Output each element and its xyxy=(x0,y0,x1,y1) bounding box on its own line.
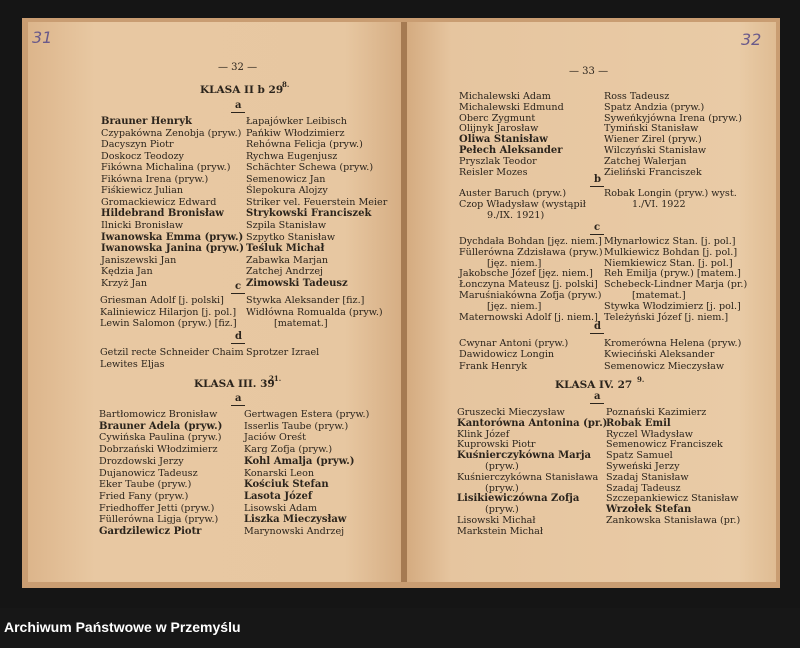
class2b-col1-entry: Kędzia Jan xyxy=(101,266,153,278)
top-col1-entry: Pryszlak Teodor xyxy=(459,155,537,167)
class4-col2-entry: Robak Emil xyxy=(606,417,671,429)
class4-col2-entry: Semenowicz Franciszek xyxy=(606,439,723,451)
class3-col1-entry: Dujanowicz Tadeusz xyxy=(99,467,198,479)
right-page xyxy=(407,22,776,582)
class3-col1-entry: Brauner Adela (pryw.) xyxy=(99,420,223,432)
pencil-page-number: 32 xyxy=(741,30,762,49)
class2b-col1-entry: Krzyż Jan xyxy=(101,277,148,289)
section-label-d-underline xyxy=(590,333,604,334)
class2b-col2-entry: Striker vel. Feuerstein Meier xyxy=(246,196,388,208)
class-count-sup: 8. xyxy=(282,80,290,89)
page-number: — 33 — xyxy=(569,66,609,77)
c-col1-entry: Łonczyna Mateusz [j. polski] xyxy=(459,279,598,291)
c-col2-entry: Młynarłowicz Stan. [j. pol.] xyxy=(604,236,736,247)
top-col2-entry: Wilczyński Stanisław xyxy=(604,145,707,156)
class3-col2-entry: Kohl Amalja (pryw.) xyxy=(244,455,355,467)
class4-col2-entry: Szadaj Stanisław xyxy=(606,471,689,483)
c-col1-entry: Dychdała Bohdan [jęz. niem.] xyxy=(459,236,602,247)
class2b-col2-entry: Szpila Stanisław xyxy=(246,219,327,231)
class4-col2-entry: Zankowska Stanisława (pr.) xyxy=(606,515,741,526)
class4-col1-entry: Kuprowski Piotr xyxy=(457,439,536,451)
c-col1-entry: Maruśniakówna Zofja (pryw.) xyxy=(459,290,602,301)
top-col1-entry: Reisler Mozes xyxy=(459,166,528,178)
class4-col1-entry: Gruszecki Mieczysław xyxy=(457,407,565,418)
class4-col2-entry: Poznański Kazimierz xyxy=(606,407,707,418)
class3-col2-entry: Gertwagen Estera (pryw.) xyxy=(244,409,370,420)
class2b-col2-entry: Zatchej Andrzej xyxy=(246,266,324,278)
c-col1-entry: Jakobsche Józef [jęz. niem.] xyxy=(459,268,593,280)
c-col1-entry: [jęz. niem.] xyxy=(487,257,542,269)
d-col1-entry: Dawidowicz Longin xyxy=(459,349,555,361)
class4-col2-entry: Spatz Samuel xyxy=(606,450,673,462)
top-col2-entry: Zieliński Franciszek xyxy=(604,166,702,178)
c-col2-entry: Mulkiewicz Bohdan [j. pol.] xyxy=(604,246,738,258)
class2b-c-col2-entry: Stywka Aleksander [fiz.] xyxy=(246,295,365,306)
b-col1-entry: Auster Baruch (pryw.) xyxy=(459,188,567,199)
footer-bar xyxy=(0,608,800,648)
page-number: — 32 — xyxy=(218,62,258,73)
class3-col2-entry: Jaciów Oreśt xyxy=(244,432,306,444)
class2b-col1-entry: Dacyszyn Piotr xyxy=(101,139,174,151)
class2b-c-col2-entry: Widłówna Romualda (pryw.) xyxy=(246,306,383,318)
class2b-col2-entry: Semenowicz Jan xyxy=(246,173,326,185)
class3-col1-entry: Friedhoffer Jetti (pryw.) xyxy=(99,502,215,514)
class2b-col1-entry: Janiszewski Jan xyxy=(101,254,177,266)
class3-col1-entry: Dobrzański Włodzimierz xyxy=(99,444,218,456)
class4-col2-entry: Wrzołek Stefan xyxy=(606,504,692,516)
class2b-col1-entry: Doskocz Teodozy xyxy=(101,150,184,162)
c-col1-entry: [jęz. niem.] xyxy=(487,300,542,312)
pencil-page-number: 31 xyxy=(32,28,53,47)
class2b-col1-entry: Fikówna Irena (pryw.) xyxy=(101,173,209,185)
section-label-c: c xyxy=(594,222,601,233)
top-col1-entry: Michalewski Adam xyxy=(459,91,551,102)
class4-col1-entry: (pryw.) xyxy=(485,482,519,494)
class3-col2-entry: Lasota Józef xyxy=(244,490,313,502)
b-col1-entry: 9./IX. 1921) xyxy=(487,210,545,222)
class4-col2-entry: Ryczel Władysław xyxy=(606,428,693,440)
c-col1-entry: Füllerówna Zdzisława (pryw.) xyxy=(459,246,603,258)
class2b-col1-entry: Iwanowska Emma (pryw.) xyxy=(101,231,244,243)
top-col2-entry: Ross Tadeusz xyxy=(604,91,670,102)
class-heading: KLASA II b 29 xyxy=(200,84,284,96)
section-label-a: a xyxy=(235,100,242,111)
section-label-class4-a: a xyxy=(594,391,601,402)
class4-col2-entry: Szczepankiewicz Stanisław xyxy=(606,493,739,505)
c-col2-entry: Reh Emilja (pryw.) [matem.] xyxy=(604,268,741,280)
b-col2-entry: Robak Longin (pryw.) wyst. xyxy=(604,188,737,199)
class4-col1-entry: Klink Józef xyxy=(457,428,510,440)
class2b-col2-entry: Schächter Schewa (pryw.) xyxy=(246,162,374,174)
class2b-c-col1-entry: Lewin Salomon (pryw.) [fiz.] xyxy=(100,318,237,329)
top-col1-entry: Pełech Aleksander xyxy=(459,145,563,156)
class2b-c-col1-entry: Kaliniewicz Hilarjon [j. pol.] xyxy=(100,306,237,318)
d-col1-entry: Cwynar Antoni (pryw.) xyxy=(459,338,569,349)
class3-col1-entry: Eker Taube (pryw.) xyxy=(99,479,192,491)
class3-col2-entry: Marynowski Andrzej xyxy=(244,526,345,537)
class4-col1-entry: Lisikiewiczówna Zofja xyxy=(457,493,580,505)
class4-count-sup: 9. xyxy=(637,375,645,384)
class4-col1-entry: Kuśnierczykówna Stanisława xyxy=(457,471,599,483)
left-page xyxy=(28,22,401,582)
c-col2-entry: Teleżyński Józef [j. niem.] xyxy=(604,311,729,323)
d-col2-entry: Kromerówna Helena (pryw.) xyxy=(604,338,742,349)
class2b-c-col2-entry: [matemat.] xyxy=(274,318,328,329)
class4-col2-entry: Szadaj Tadeusz xyxy=(606,482,681,494)
class3-col2-entry: Isserlis Taube (pryw.) xyxy=(244,420,349,432)
class2b-col2-entry: Łapajówker Leibisch xyxy=(246,116,347,127)
class2b-col1-entry: Fiśkiewicz Julian xyxy=(101,185,184,197)
d-col2-entry: Kwieciński Aleksander xyxy=(604,349,715,361)
class2b-col1-entry: Czypakówna Zenobja (pryw.) xyxy=(101,127,242,139)
class2b-col2-entry: Rehówna Felicja (pryw.) xyxy=(246,139,363,151)
top-col2-entry: Wiener Zirel (pryw.) xyxy=(604,134,702,146)
class2b-col1-entry: Hildebrand Bronisław xyxy=(101,208,224,220)
top-col1-entry: Oliwa Stanisław xyxy=(459,134,548,146)
book-spread xyxy=(22,18,780,588)
class3-col1-entry: Füllerówna Ligja (pryw.) xyxy=(99,514,219,526)
class2b-col1-entry: Fikówna Michalina (pryw.) xyxy=(101,162,231,174)
class2b-col2-entry: Szpytko Stanisław xyxy=(246,231,336,243)
d-col1-entry: Frank Henryk xyxy=(459,360,528,372)
class3-heading: KLASA III. 39 xyxy=(194,378,275,390)
class4-col2-entry: Syweński Jerzy xyxy=(606,461,680,472)
class4-col1-entry: (pryw.) xyxy=(485,504,519,516)
class2b-col2-entry: Ślepokura Alojzy xyxy=(246,185,328,197)
section-label-c-underline xyxy=(590,234,604,235)
class4-col1-entry: (pryw.) xyxy=(485,461,519,472)
class3-col2-entry: Kościuk Stefan xyxy=(244,479,329,491)
class3-col1-entry: Fried Fany (pryw.) xyxy=(99,490,189,502)
class3-col2-entry: Liszka Mieczysław xyxy=(244,514,347,526)
c-col2-entry: Niemkiewicz Stan. [j. pol.] xyxy=(604,257,733,269)
top-col2-entry: Spatz Andzia (pryw.) xyxy=(604,101,705,113)
section-label-d: d xyxy=(594,321,601,332)
class2b-col2-entry: Teśluk Michał xyxy=(246,243,325,255)
class2b-col1-entry: Ilnicki Bronisław xyxy=(101,219,184,231)
class2b-d-col2-entry: Sprotzer Izrael xyxy=(246,347,320,358)
section-label-b-underline xyxy=(590,186,604,187)
class4-col1-entry: Lisowski Michał xyxy=(457,515,536,526)
class2b-col2-entry: Zimowski Tadeusz xyxy=(246,277,348,289)
class2b-col2-entry: Pańkiw Włodzimierz xyxy=(246,127,345,139)
class3-col1-entry: Gardzilewicz Piotr xyxy=(99,526,202,537)
section-label-class3-a-underline xyxy=(231,405,245,406)
top-col2-entry: Tymiński Stanisław xyxy=(604,123,699,135)
section-label-c: c xyxy=(235,281,242,292)
archive-name: Archiwum Państwowe w Przemyślu xyxy=(4,619,241,635)
c-col1-entry: Maternowski Adolf [j. niem.] xyxy=(459,311,598,323)
class3-col2-entry: Konarski Leon xyxy=(244,467,315,479)
top-col1-entry: Oberc Zygmunt xyxy=(459,112,536,124)
top-col2-entry: Syweńkyjówna Irena (pryw.) xyxy=(604,112,742,124)
class2b-col2-entry: Zabawka Marjan xyxy=(246,254,329,266)
class2b-col2-entry: Strykowski Franciszek xyxy=(246,208,372,220)
class3-col1-entry: Drozdowski Jerzy xyxy=(99,455,184,467)
section-label-b: b xyxy=(594,174,601,185)
class2b-c-col1-entry: Griesman Adolf [j. polski] xyxy=(100,295,224,306)
section-label-d: d xyxy=(235,331,242,342)
top-col1-entry: Olijnyk Jarosław xyxy=(459,123,539,135)
section-label-class3-a: a xyxy=(235,393,242,404)
class3-col2-entry: Karg Zofja (pryw.) xyxy=(244,444,333,456)
class2b-col1-entry: Iwanowska Janina (pryw.) xyxy=(101,243,244,255)
b-col1-entry: Czop Władysław (wystąpił xyxy=(459,199,586,211)
section-label-c-underline xyxy=(231,293,245,294)
top-col2-entry: Zatchej Walerjan xyxy=(604,155,687,167)
class2b-d-col1-entry: Lewites Eljas xyxy=(100,358,165,370)
top-col1-entry: Michalewski Edmund xyxy=(459,101,564,113)
class2b-col2-entry: Rychwa Eugenjusz xyxy=(246,150,338,162)
class4-col1-entry: Kantorówna Antonina (pr.) xyxy=(457,417,608,429)
class4-col1-entry: Markstein Michał xyxy=(457,525,543,537)
section-label-class4-a-underline xyxy=(590,403,604,404)
class3-col1-entry: Bartłomowicz Bronisław xyxy=(99,409,218,420)
c-col2-entry: Schebeck-Lindner Marja (pr.) xyxy=(604,279,748,291)
class3-col1-entry: Cywińska Paulina (pryw.) xyxy=(99,432,222,444)
class4-heading: KLASA IV. 27 xyxy=(555,379,633,391)
class3-count-sup: 21. xyxy=(269,374,282,383)
class4-col1-entry: Kuśnierczykówna Marja xyxy=(457,450,592,462)
c-col2-entry: Stywka Włodzimierz [j. pol.] xyxy=(604,300,741,312)
section-label-a-underline xyxy=(231,112,245,113)
class2b-d-col1-entry: Getzil recte Schneider Chaim xyxy=(100,347,244,358)
d-col2-entry: Semenowicz Mieczysław xyxy=(604,360,725,372)
class2b-col1-entry: Brauner Henryk xyxy=(101,116,192,127)
class3-col2-entry: Lisowski Adam xyxy=(244,502,318,514)
c-col2-entry: [matemat.] xyxy=(632,290,686,301)
class2b-col1-entry: Gromackiewicz Edward xyxy=(101,196,217,208)
section-label-d-underline xyxy=(231,343,245,344)
b-col2-entry: 1./VI. 1922 xyxy=(632,199,686,211)
